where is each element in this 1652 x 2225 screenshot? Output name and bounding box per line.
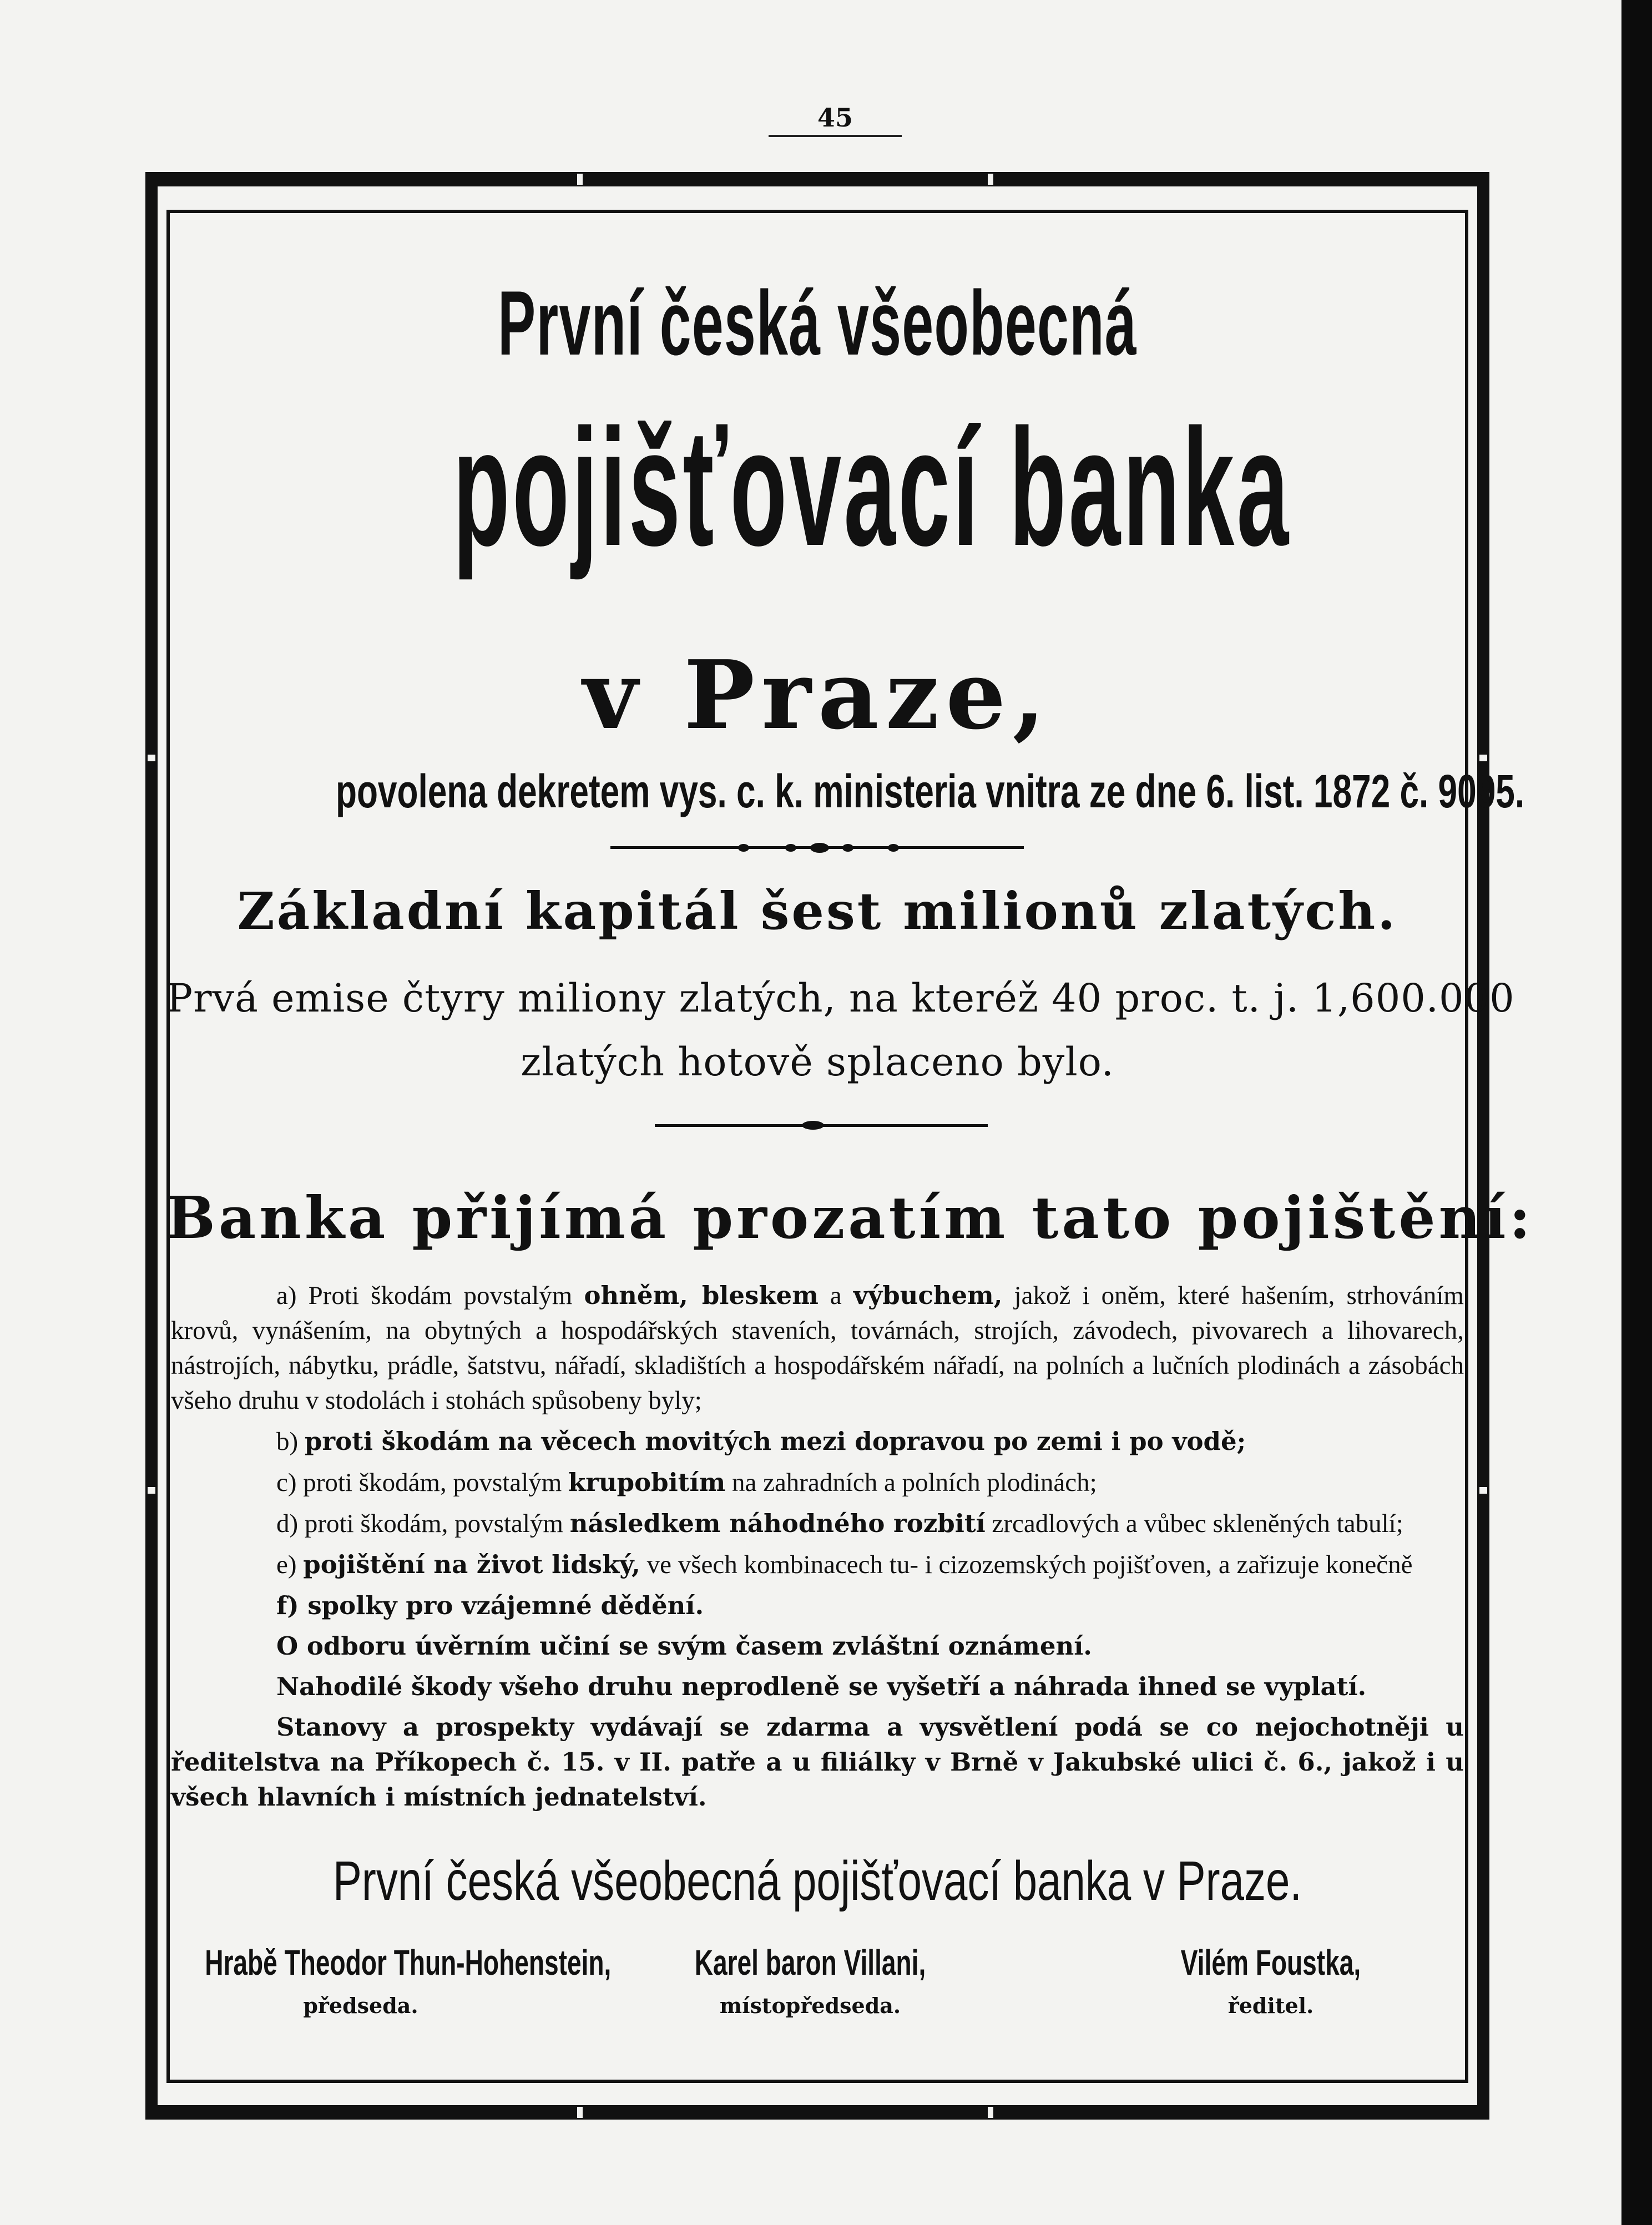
damages-note: Nahodilé škody všeho druhu neprodleně se vyšetří a náhrada ihned se vyplatí.: [276, 1672, 1367, 1701]
heading-line-1: První česká všeobecná: [497, 272, 1138, 374]
frame-notch: [577, 174, 583, 185]
list-item-f: f) spolky pro vzájemné dědění.: [276, 1591, 704, 1620]
credit-note: O odboru úvěrním učiní se svým časem zvláštní oznámení.: [276, 1631, 1092, 1661]
signatory-2: [610, 1942, 1010, 2018]
frame-notch: [577, 2107, 583, 2118]
signatory-name: Hrabě Theodor Thun-Hohenstein,: [205, 1943, 612, 1983]
emission-line-2: zlatých hotově splaceno bylo.: [521, 1039, 1114, 1085]
signatory-name: Vilém Foustka,: [1180, 1943, 1361, 1983]
page-number-rule: [769, 135, 902, 137]
heading-line-2: pojišťovací banka: [453, 394, 1291, 580]
frame-notch: [148, 1487, 155, 1494]
list-item-e: e) pojištění na život lidský, ve všech kombinacech tu- i cizozemských pojišťoven, a zařizuje konečně: [276, 1550, 1413, 1579]
list-item-a: a) Proti škodám povstalým ohněm, bleskem a výbuchem, jakož i oněm, které hašením, strhováním krovů, vynášením, na obytných a hospodářských staveních, továrnách, strojích, závodech, pivovarech a lihovarech, nástrojích, nábytku, prádle, šatstvu, nářadí, skladištích a hospodářském nářadí, na polních a lučních plodinách a zásobách všeho druhu v stodolách i stohách spůsobeny byly;: [171, 1281, 1464, 1415]
signatory-role: ředitel.: [1227, 1993, 1314, 2018]
signatory-3: [1077, 1942, 1465, 2018]
capital-line: Základní kapitál šest milionů zlatých.: [237, 881, 1398, 941]
frame-notch: [988, 174, 993, 185]
list-item-c: c) proti škodám, povstalým krupobitím na zahradních a polních plodinách;: [276, 1468, 1097, 1497]
page-number: 45: [817, 103, 853, 133]
insurance-list: [171, 1278, 1464, 1820]
statutes-note: Stanovy a prospekty vydávají se zdarma a vysvětlení podá se co nejochotněji u ředitelstva na Příkopech č. 15. v II. patře a u filiálky v Brně v Jakubské ulici č. 6., jakož i u všech hlavních i místních jednatelství.: [171, 1712, 1464, 1812]
accepts-heading: Banka přijímá prozatím tato pojištění:: [166, 1184, 1534, 1252]
signatory-1: [144, 1942, 612, 2018]
frame-notch: [988, 2107, 993, 2118]
decree-line: povolena dekretem vys. c. k. ministeria vnitra ze dne 6. list. 1872 č. 9095.: [335, 765, 1525, 817]
signatory-role: místopředseda.: [719, 1993, 901, 2018]
scan-edge: [1621, 0, 1652, 2225]
footer-title: První česká všeobecná pojišťovací banka v Praze.: [332, 1850, 1302, 1912]
heading-line-3: v Praze,: [583, 640, 1052, 751]
frame-notch: [1479, 755, 1487, 761]
signatory-name: Karel baron Villani,: [694, 1943, 926, 1983]
signatory-role: předseda.: [303, 1993, 418, 2018]
frame-notch: [148, 755, 155, 761]
list-item-d: d) proti škodám, povstalým následkem náhodného rozbití zrcadlových a vůbec skleněných tabulí;: [276, 1509, 1403, 1538]
frame-notch: [1479, 1487, 1487, 1494]
list-item-b: b) proti škodám na věcech movitých mezi dopravou po zemi i po vodě;: [276, 1427, 1246, 1456]
advertisement: [166, 210, 1534, 2083]
emission-line-1: Prvá emise čtyry miliony zlatých, na kteréž 40 proc. t. j. 1,600.000: [166, 975, 1515, 1021]
